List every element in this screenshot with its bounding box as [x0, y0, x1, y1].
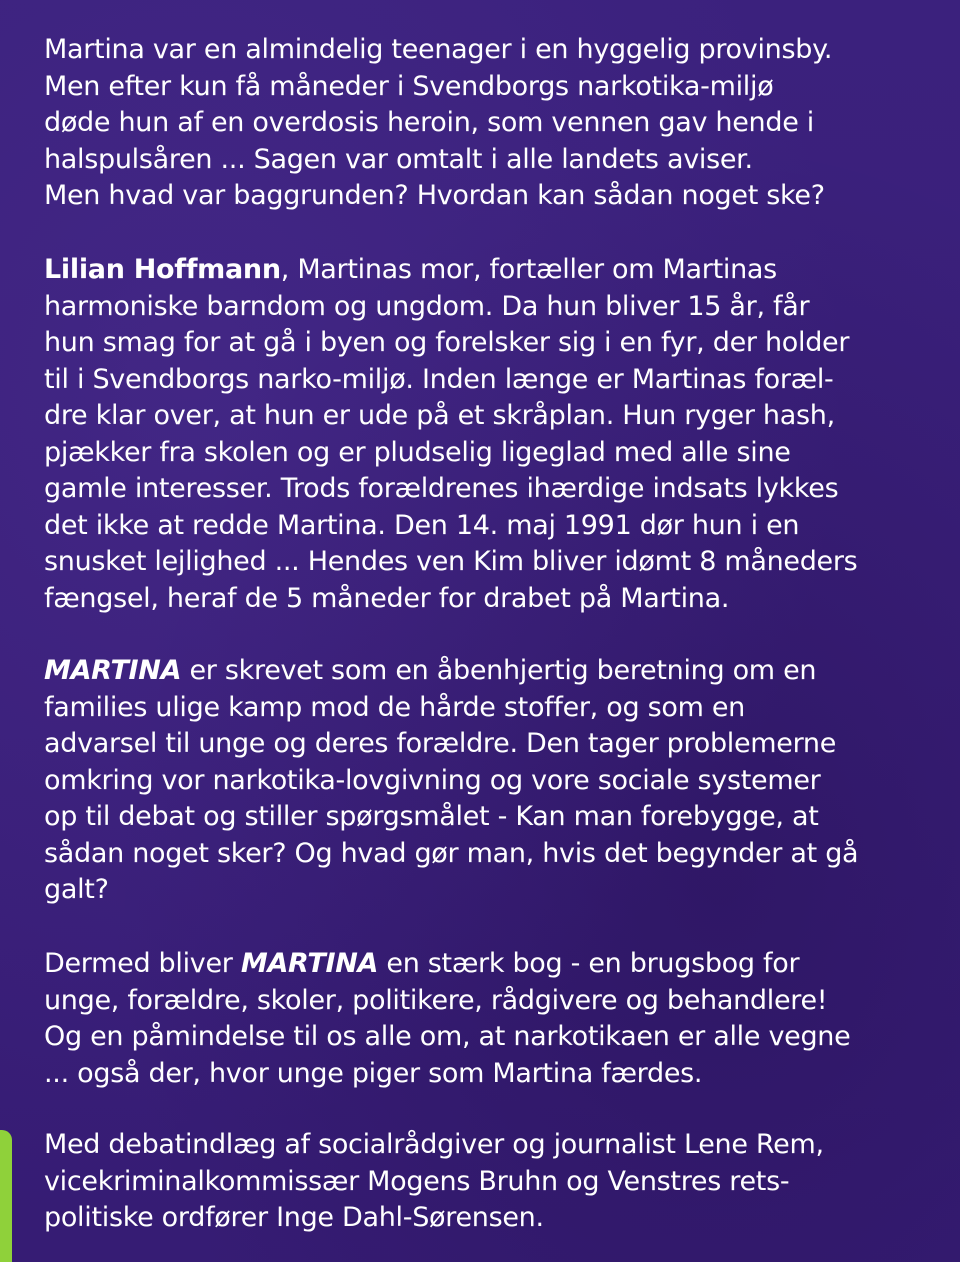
text-line: pjækker fra skolen og er pludselig ligeglad med alle sine: [44, 436, 791, 468]
text-line: fængsel, heraf de 5 måneder for drabet på Martina.: [44, 582, 730, 614]
text-line: halspulsåren ... Sagen var omtalt i alle landets aviser.: [44, 143, 753, 175]
book-title: MARTINA: [44, 655, 182, 686]
text-run: en stærk bog - en brugsbog for: [378, 948, 800, 979]
book-title: MARTINA: [240, 948, 379, 979]
text-line: Med debatindlæg af socialrådgiver og journalist Lene Rem,: [44, 1129, 824, 1160]
text-line: gamle interesser. Trods forældrenes ihærdige indsats lykkes: [44, 473, 839, 504]
text-line: Men efter kun få måneder i Svendborgs narkotika-miljø: [44, 70, 774, 102]
text-line: op til debat og stiller spørgsmålet - Kan man forebygge, at: [44, 801, 819, 832]
book-description-paragraph: [44, 653, 944, 909]
text-run: , Martinas mor, fortæller om Martinas: [280, 254, 777, 285]
intro-paragraph: [44, 32, 944, 215]
text-line: unge, forældre, skoler, politikere, rådgivere og behandlere!: [44, 984, 828, 1016]
text-line: det ikke at redde Martina. Den 14. maj 1991 dør hun i en: [44, 509, 800, 541]
mother-paragraph: [44, 252, 944, 617]
text-line: advarsel til unge og deres forældre. Den tager problemerne: [44, 728, 837, 759]
text-line: families ulige kamp mod de hårde stoffer, og som en: [44, 691, 745, 723]
text-line: døde hun af en overdosis heroin, som vennen gav hende i: [44, 107, 814, 138]
text-line: [44, 653, 944, 690]
contributors-paragraph: [44, 1127, 944, 1237]
text-run: er skrevet som en åbenhjertig beretning om en: [181, 655, 817, 686]
text-line: harmoniske barndom og ungdom. Da hun bliver 15 år, får: [44, 290, 810, 322]
text-line: politiske ordfører Inge Dahl-Sørensen.: [44, 1202, 544, 1233]
text-line: til i Svendborgs narko-miljø. Inden længe er Martinas foræl-: [44, 363, 834, 395]
text-line: omkring vor narkotika-lovgivning og vore sociale systemer: [44, 764, 821, 796]
text-line: Men hvad var baggrunden? Hvordan kan sådan noget ske?: [44, 180, 825, 211]
text-line: Og en påmindelse til os alle om, at narkotikaen er alle vegne: [44, 1021, 851, 1052]
author-name: Lilian Hoffmann: [44, 254, 281, 285]
text-line: vicekriminalkommissær Mogens Bruhn og Venstres rets-: [44, 1165, 790, 1197]
text-line: [44, 252, 944, 289]
text-line: sådan noget sker? Og hvad gør man, hvis det begynder at gå: [44, 837, 859, 869]
conclusion-paragraph: [44, 946, 944, 1092]
text-line: dre klar over, at hun er ude på et skråplan. Hun ryger hash,: [44, 400, 835, 431]
text-line: [44, 946, 944, 983]
text-line: hun smag for at gå i byen og forelsker sig i en fyr, der holder: [44, 327, 850, 358]
green-accent-strip: [0, 1130, 12, 1262]
text-run: Dermed bliver: [44, 948, 241, 979]
text-line: galt?: [44, 874, 109, 905]
text-line: ... også der, hvor unge piger som Martina færdes.: [44, 1057, 703, 1089]
text-line: Martina var en almindelig teenager i en hyggelig provinsby.: [44, 34, 833, 65]
text-line: snusket lejlighed ... Hendes ven Kim bliver idømt 8 måneders: [44, 546, 858, 577]
